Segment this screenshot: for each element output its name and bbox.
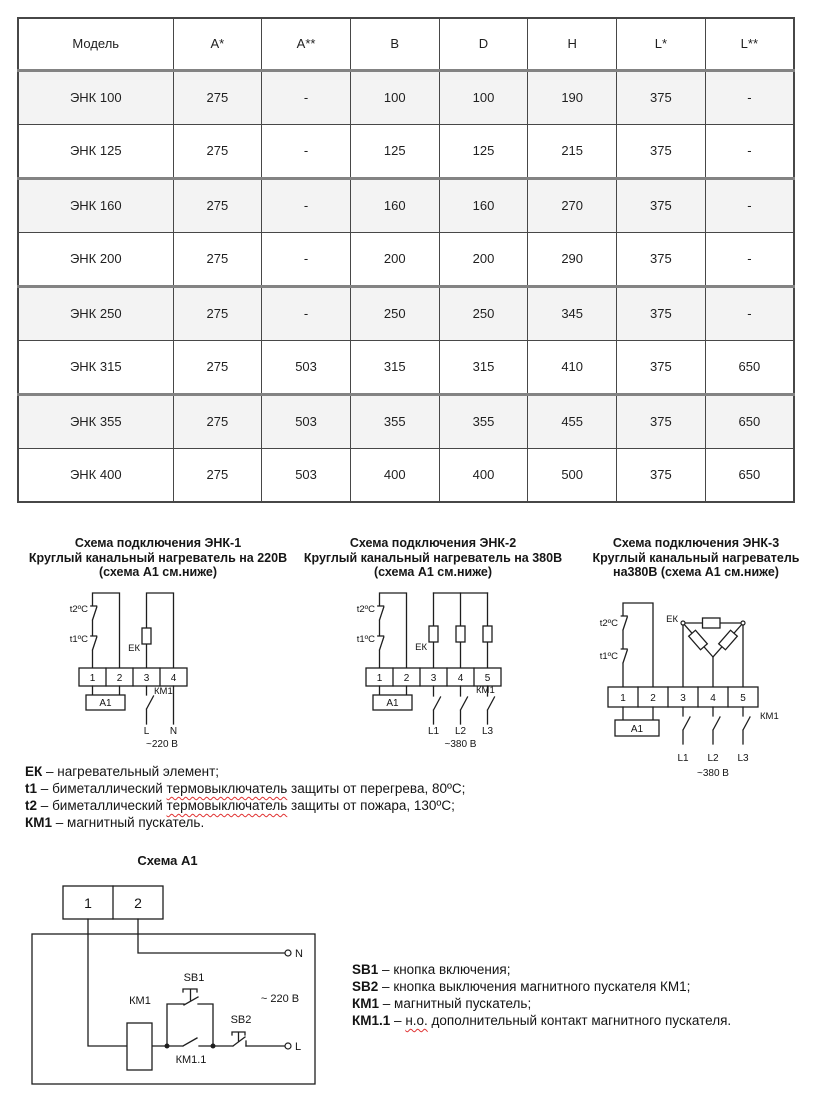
line-l1-label: L1 <box>677 753 689 764</box>
terminal-1: 1 <box>89 673 96 684</box>
table-cell: 355 <box>439 394 528 448</box>
enk1-title-line1: Схема подключения ЭНК-1 <box>74 536 242 550</box>
table-row <box>18 178 794 232</box>
legend-text: кнопка включения; <box>393 962 511 977</box>
enk3-title-line2: Круглый канальный нагреватель <box>592 550 800 565</box>
enk1-title-line2: Круглый канальный нагреватель на 220В <box>28 550 288 565</box>
terminal-1: 1 <box>376 673 383 684</box>
table-cell: 650 <box>705 394 794 448</box>
legend-dash: – <box>382 979 390 994</box>
heater-element-branches <box>429 593 492 668</box>
table-cell: 455 <box>528 394 617 448</box>
table-cell: - <box>262 286 351 340</box>
t2-label: t2ºC <box>69 604 88 615</box>
table-cell: 375 <box>617 286 706 340</box>
table-cell: 275 <box>173 178 262 232</box>
km1-label: КМ1 <box>154 686 173 697</box>
legend-text: дополнительный контакт магнитного пускателя. <box>427 1013 732 1028</box>
table-cell: ЭНК 160 <box>18 178 173 232</box>
table-cell: 200 <box>439 232 528 286</box>
table-cell: 503 <box>262 448 351 502</box>
enclosure-box <box>32 934 315 1084</box>
legend-term: КМ1 <box>352 996 379 1011</box>
terminal-3: 3 <box>430 673 437 684</box>
table-cell: 160 <box>350 178 439 232</box>
legend-term: SB1 <box>352 962 379 977</box>
legend-text-wavy: н.о. <box>405 1013 428 1028</box>
legend-text: магнитный пускатель; <box>394 996 532 1011</box>
components-legend <box>25 763 545 831</box>
enk2-diagram-svg <box>305 580 565 758</box>
table-cell: ЭНК 250 <box>18 286 173 340</box>
legend-term: ЕК <box>25 764 43 779</box>
col-header: H <box>528 18 617 70</box>
legend-text: защиты от пожара, 130ºС; <box>287 798 455 813</box>
scheme-a1-title: Схема А1 <box>137 853 198 868</box>
legend-term: t1 <box>25 781 38 796</box>
t1-label: t1ºC <box>599 651 618 662</box>
table-cell: - <box>705 124 794 178</box>
legend-term: SB2 <box>352 979 379 994</box>
legend-item <box>352 1012 812 1029</box>
legend-term: КМ1 <box>25 815 52 830</box>
scheme-a1-svg <box>25 873 330 1101</box>
line-l3-label: L3 <box>737 753 749 764</box>
voltage-label: ~ 220 В <box>260 993 300 1005</box>
enk2-title-line3: (схема А1 см.ниже) <box>373 565 493 579</box>
table-row <box>18 394 794 448</box>
legend-dash: – <box>46 764 54 779</box>
table-cell: 375 <box>617 178 706 232</box>
table-cell: 503 <box>262 340 351 394</box>
n-terminal <box>285 950 291 956</box>
thermal-switch-loop <box>621 603 653 687</box>
table-cell: ЭНК 315 <box>18 340 173 394</box>
table-cell: 400 <box>439 448 528 502</box>
terminal-strip <box>608 687 758 707</box>
table-cell: 275 <box>173 286 262 340</box>
table-cell: 275 <box>173 124 262 178</box>
table-row <box>18 232 794 286</box>
enk2-title-line2: Круглый канальный нагреватель на 380В <box>303 550 563 565</box>
table-row <box>18 340 794 394</box>
table-cell: 160 <box>439 178 528 232</box>
table-cell: ЭНК 200 <box>18 232 173 286</box>
line-l2-label: L2 <box>707 753 719 764</box>
legend-item <box>25 814 545 831</box>
t1-label: t1ºC <box>356 634 375 645</box>
legend-term: КМ1.1 <box>352 1013 391 1028</box>
table-cell: 275 <box>173 232 262 286</box>
line-l1-label: L1 <box>427 726 440 737</box>
legend-text: нагревательный элемент; <box>57 764 220 779</box>
line-l2-label: L2 <box>454 726 467 737</box>
table-row <box>18 448 794 502</box>
table-cell: 215 <box>528 124 617 178</box>
legend-item <box>352 961 812 978</box>
table-cell: ЭНК 355 <box>18 394 173 448</box>
table-cell: 375 <box>617 340 706 394</box>
legend-item <box>352 995 812 1012</box>
enk3-title-line1: Схема подключения ЭНК-3 <box>612 536 780 550</box>
col-header: A* <box>173 18 262 70</box>
legend-text: магнитный пускатель. <box>67 815 205 830</box>
table-cell: 275 <box>173 448 262 502</box>
table-cell: 275 <box>173 394 262 448</box>
legend-item <box>25 797 545 814</box>
voltage-label: ~380 В <box>444 739 477 750</box>
col-header: B <box>350 18 439 70</box>
table-cell: 503 <box>262 394 351 448</box>
junction-node <box>681 621 685 625</box>
ek-label: ЕК <box>415 642 427 653</box>
table-cell: 315 <box>439 340 528 394</box>
table-cell: 250 <box>439 286 528 340</box>
t2-label: t2ºC <box>356 604 375 615</box>
table-cell: 375 <box>617 70 706 124</box>
l-label: L <box>295 1041 302 1053</box>
table-cell: 400 <box>350 448 439 502</box>
legend-text: биметаллический <box>52 781 167 796</box>
col-header: L* <box>617 18 706 70</box>
table-row <box>18 286 794 340</box>
col-header: D <box>439 18 528 70</box>
line-l-label: L <box>143 726 150 737</box>
table-cell: ЭНК 125 <box>18 124 173 178</box>
table-cell: 650 <box>705 340 794 394</box>
sb1-label: SB1 <box>183 972 205 984</box>
table-cell: 290 <box>528 232 617 286</box>
terminal-2: 2 <box>403 673 410 684</box>
table-cell: - <box>262 70 351 124</box>
legend-dash: – <box>382 962 390 977</box>
table-cell: 125 <box>439 124 528 178</box>
col-header-model: Модель <box>18 18 173 70</box>
enk1-title-line3: (схема А1 см.ниже) <box>98 565 218 579</box>
n-label: N <box>295 948 303 960</box>
terminal-4: 4 <box>457 673 464 684</box>
terminal-2: 2 <box>134 895 142 911</box>
ek-label: ЕК <box>666 614 678 625</box>
legend-dash: – <box>40 798 49 813</box>
terminal-5: 5 <box>740 693 746 704</box>
a1-controller <box>86 686 125 710</box>
junction-node <box>741 621 745 625</box>
a1-controller <box>373 686 412 710</box>
legend-item <box>352 978 812 995</box>
line-n-label: N <box>169 726 178 737</box>
a1-label: А1 <box>99 698 112 709</box>
ek-label: ЕК <box>128 643 140 654</box>
terminal-2: 2 <box>116 673 123 684</box>
enk2-title <box>288 536 578 580</box>
terminal-4: 4 <box>710 693 716 704</box>
km1-label: КМ1 <box>476 685 495 696</box>
table-cell: 100 <box>439 70 528 124</box>
thermal-switch-loop <box>91 593 120 668</box>
table-cell: 270 <box>528 178 617 232</box>
table-cell: ЭНК 100 <box>18 70 173 124</box>
enk3-title <box>573 536 819 580</box>
t1-label: t1ºC <box>69 634 88 645</box>
table-row <box>18 124 794 178</box>
heater-element <box>703 618 721 628</box>
enk1-title <box>8 536 308 580</box>
heater-element <box>142 628 151 644</box>
km1-coil <box>127 1023 152 1070</box>
table-row <box>18 70 794 124</box>
t2-label: t2ºC <box>599 618 618 629</box>
terminal-1: 1 <box>620 693 626 704</box>
table-cell: - <box>262 178 351 232</box>
table-cell: 355 <box>350 394 439 448</box>
terminal-1: 1 <box>84 895 92 911</box>
thermal-switch-loop <box>378 593 407 668</box>
legend-item <box>25 780 545 797</box>
heater-element <box>719 630 738 649</box>
voltage-label: ~380 В <box>697 768 729 779</box>
table-cell: 250 <box>350 286 439 340</box>
km1-contacts <box>683 707 750 744</box>
legend-text-wavy: термовыключатель <box>166 781 288 796</box>
legend-dash: – <box>55 815 64 830</box>
table-cell: 275 <box>173 340 262 394</box>
col-header: L** <box>705 18 794 70</box>
table-cell: 410 <box>528 340 617 394</box>
a1-controller <box>615 707 659 736</box>
enk1-diagram-svg <box>25 580 295 758</box>
terminal-3: 3 <box>143 673 150 684</box>
table-cell: - <box>705 232 794 286</box>
table-cell: - <box>262 232 351 286</box>
enk3-diagram-svg <box>572 580 818 792</box>
terminal-3: 3 <box>680 693 686 704</box>
legend-text-wavy: термовыключатель <box>166 798 288 813</box>
terminal-strip <box>79 668 187 686</box>
table-cell: 375 <box>617 448 706 502</box>
table-header-row <box>18 18 794 70</box>
sb2-label: SB2 <box>230 1014 252 1026</box>
enk3-title-line3: на380В (схема А1 см.ниже) <box>613 565 779 579</box>
delta-heater-elements <box>681 618 745 687</box>
legend-item <box>25 763 545 780</box>
table-cell: 275 <box>173 70 262 124</box>
terminal-5: 5 <box>484 673 491 684</box>
km11-label: КМ1.1 <box>175 1054 207 1066</box>
table-cell: - <box>262 124 351 178</box>
col-header: A** <box>262 18 351 70</box>
km1-label: КМ1 <box>760 711 779 722</box>
table-cell: 500 <box>528 448 617 502</box>
table-cell: 125 <box>350 124 439 178</box>
heater-element <box>689 630 708 649</box>
table-cell: 315 <box>350 340 439 394</box>
terminal-4: 4 <box>170 673 177 684</box>
table-cell: 375 <box>617 124 706 178</box>
legend-text: биметаллический <box>52 798 167 813</box>
table-cell: 100 <box>350 70 439 124</box>
l-terminal <box>285 1043 291 1049</box>
scheme-a1-legend <box>352 961 812 1029</box>
km1-label: КМ1 <box>129 995 151 1007</box>
table-cell: 650 <box>705 448 794 502</box>
heater-element <box>456 626 465 642</box>
terminal-2: 2 <box>650 693 656 704</box>
legend-dash: – <box>382 996 391 1011</box>
table-cell: - <box>705 70 794 124</box>
a1-label: А1 <box>630 724 644 735</box>
terminal-strip <box>366 668 501 686</box>
a1-label: А1 <box>386 698 399 709</box>
table-cell: 375 <box>617 232 706 286</box>
table-cell: 200 <box>350 232 439 286</box>
table-cell: 375 <box>617 394 706 448</box>
table-cell: - <box>705 286 794 340</box>
legend-text: кнопка выключения магнитного пускателя КМ1; <box>393 979 691 994</box>
legend-text: защиты от перегрева, 80ºС; <box>287 781 466 796</box>
heater-element <box>429 626 438 642</box>
enk2-title-line1: Схема подключения ЭНК-2 <box>349 536 517 550</box>
heater-element <box>483 626 492 642</box>
table-cell: 345 <box>528 286 617 340</box>
legend-dash: – <box>394 1013 402 1028</box>
legend-term: t2 <box>25 798 38 813</box>
dimensions-table <box>17 17 795 503</box>
legend-dash: – <box>40 781 49 796</box>
table-cell: - <box>705 178 794 232</box>
voltage-label: ~220 В <box>146 739 178 750</box>
table-cell: ЭНК 400 <box>18 448 173 502</box>
terminal-strip <box>63 886 163 919</box>
line-l3-label: L3 <box>481 726 494 737</box>
table-cell: 190 <box>528 70 617 124</box>
heater-element-branch <box>142 593 174 668</box>
